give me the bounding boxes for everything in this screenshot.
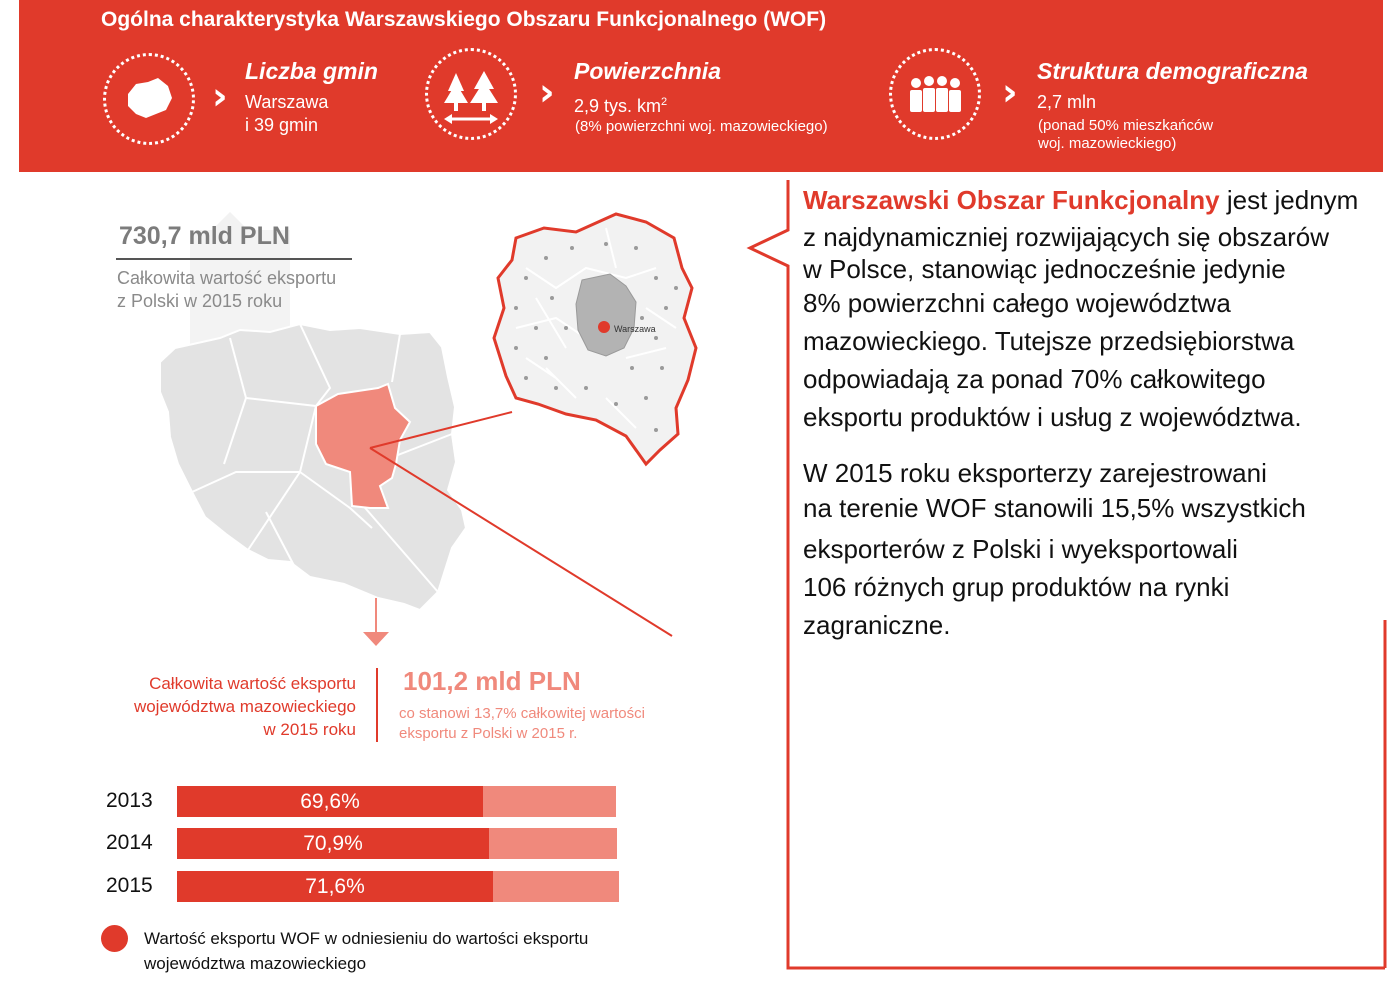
forest-area-icon bbox=[425, 48, 517, 140]
stat-value: i 39 gmin bbox=[245, 115, 319, 135]
description-line: w Polsce, stanowiąc jednocześnie jedynie bbox=[803, 254, 1286, 284]
stat-heading: Liczba gmin bbox=[245, 58, 378, 84]
legend-marker bbox=[101, 925, 128, 952]
description-line bbox=[803, 185, 1358, 216]
note-line: eksportu z Polski w 2015 r. bbox=[399, 725, 578, 742]
stat-value bbox=[574, 91, 667, 118]
bar-year-label: 2014 bbox=[106, 831, 153, 854]
bar-value-label: 70,9% bbox=[303, 832, 363, 855]
caption-line: z Polski w 2015 roku bbox=[117, 291, 283, 311]
legend-line: województwa mazowieckiego bbox=[144, 954, 367, 973]
stat-value: Warszawa bbox=[245, 92, 329, 112]
superscript: 2 bbox=[661, 96, 668, 108]
people-group-icon bbox=[889, 48, 981, 140]
poland-outline bbox=[160, 324, 466, 610]
caption-line: w 2015 roku bbox=[263, 720, 356, 739]
description-line: eksportu produktów i usług z województwa. bbox=[803, 402, 1302, 432]
poland-export-value: 730,7 mld PLN bbox=[119, 222, 290, 250]
chevron-right-icon: › bbox=[212, 74, 228, 118]
wof-map-inset bbox=[486, 208, 706, 468]
chevron-right-icon: › bbox=[539, 70, 555, 114]
bar-value-label: 69,6% bbox=[300, 790, 360, 813]
stat-note: woj. mazowieckiego) bbox=[1038, 135, 1177, 152]
mazowieckie-export-caption bbox=[100, 672, 356, 741]
chevron-right-icon: › bbox=[1002, 70, 1018, 114]
caption-line: Całkowita wartość eksportu bbox=[117, 268, 337, 288]
legend-line: Wartość eksportu WOF w odniesieniu do wartości eksportu bbox=[144, 929, 589, 948]
bar-year-label: 2015 bbox=[106, 874, 153, 897]
divider bbox=[116, 258, 352, 260]
page-title: Ogólna charakterystyka Warszawskiego Obszaru Funkcjonalnego (WOF) bbox=[101, 8, 827, 31]
region-map-icon bbox=[103, 53, 195, 145]
mazowieckie-export-note bbox=[399, 704, 645, 744]
description-line: eksporterów z Polski i wyeksportowali bbox=[803, 534, 1238, 564]
highlight-name: Warszawski Obszar Funkcjonalny bbox=[803, 185, 1220, 215]
divider bbox=[376, 668, 378, 742]
description-line: z najdynamiczniej rozwijających się obszarów bbox=[803, 222, 1329, 252]
stat-heading: Powierzchnia bbox=[574, 58, 721, 84]
description-line: zagraniczne. bbox=[803, 610, 951, 640]
caption-line: województwa mazowieckiego bbox=[133, 697, 356, 716]
stat-value: 2,7 mln bbox=[1037, 92, 1097, 112]
bar-year-label: 2013 bbox=[106, 789, 153, 812]
legend-label bbox=[144, 926, 588, 976]
description-line: 8% powierzchni całego województwa bbox=[803, 288, 1231, 318]
description-text: jest jednym bbox=[1219, 185, 1359, 215]
note-line: co stanowi 13,7% całkowitej wartości bbox=[399, 705, 645, 722]
caption-line: Całkowita wartość eksportu bbox=[149, 674, 356, 693]
stat-note: (ponad 50% mieszkańców bbox=[1038, 117, 1214, 134]
poland-export-caption bbox=[117, 267, 336, 313]
warszawa-label: Warszawa bbox=[614, 324, 656, 334]
stat-heading: Struktura demograficzna bbox=[1037, 58, 1308, 84]
description-line: odpowiadają za ponad 70% całkowitego bbox=[803, 364, 1266, 394]
description-line: W 2015 roku eksporterzy zarejestrowani bbox=[803, 458, 1267, 488]
description-line: na terenie WOF stanowili 15,5% wszystkich bbox=[803, 493, 1306, 523]
description-line: mazowieckiego. Tutejsze przedsiębiorstwa bbox=[803, 326, 1295, 356]
description-line: 106 różnych grup produktów na rynki bbox=[803, 572, 1230, 602]
bar-value-label: 71,6% bbox=[305, 875, 365, 898]
stat-value-text: 2,9 tys. km bbox=[574, 96, 662, 116]
mazowieckie-export-value: 101,2 mld PLN bbox=[403, 666, 581, 696]
stat-note: (8% powierzchni woj. mazowieckiego) bbox=[575, 118, 828, 135]
warszawa-marker bbox=[598, 321, 610, 333]
